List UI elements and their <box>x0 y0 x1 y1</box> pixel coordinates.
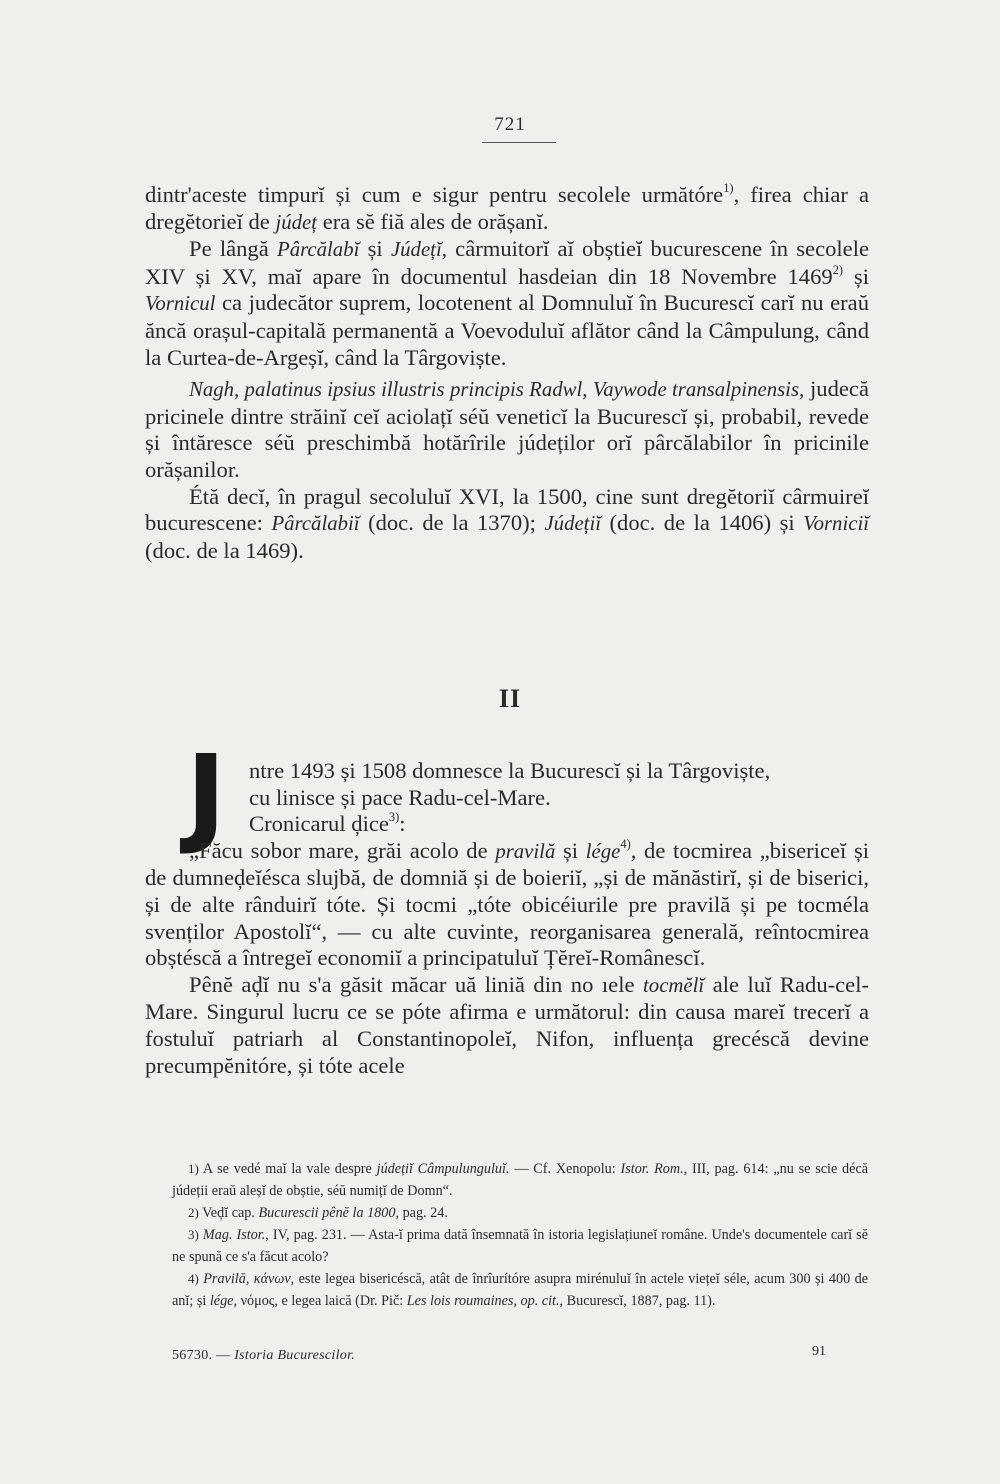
latin-quote: Nagh, palatinus ipsius illustris principis Radwl, Vaywode transalpinensis, <box>189 378 805 402</box>
footnotes <box>172 1158 868 1312</box>
paragraph-1: dintr'aceste timpurĭ și cum e sigur pentru secolele următóre$^{1)}$, firea chiar a dregĕtorieĭ de júdeț era sĕ fiă ales de orășanĭ. <box>145 181 869 234</box>
sheet-number: 91 <box>812 1344 826 1359</box>
footnote-ref-3: 3) <box>388 810 400 825</box>
line-2: cu linisce și pace Radu-cel-Mare. <box>249 784 551 810</box>
footnote-ref-1: 1) <box>723 181 734 196</box>
section-heading: II <box>498 684 522 713</box>
paragraph-2: Pe lângă Pârcălabĭ și Júdețĭ, cârmuitorĭ aĭ obștieĭ bucurescene în secolele XIV și XV, maĭ apare în documentul hasdeian din 18 Novembre 1469$^{2)}$ și Vornicul ca judecător suprem, locotenent al Domnuluĭ în Bucurescĭ carĭ nu eraŭ ăncă orașul-capitală permanentă a Voevoduluĭ aflător când la Câmpulung, când la Curtea-de-Argeșĭ, când la Târgoviște. <box>145 236 870 370</box>
paragraph-5: Pênĕ aḑĭ nu s'a găsit măcar uă liniă din no ıele tocmĕlĭ ale luĭ Radu-cel-Mare. Singurul lucru ce se póte afirma e următorul: din causa mareĭ trecerĭ a fostuluĭ patriarh al Constantinopoleĭ, Nifon, influența grecéscă devine precumpĕnitóre, și tóte acele <box>145 971 869 1078</box>
line-1: ntre 1493 și 1508 domnesce la Bucurescĭ și la Târgoviște, <box>249 758 771 783</box>
printer-signature: 56730. — Istoria Bucurescilor. <box>172 1348 356 1363</box>
footnote-ref-2: 2) <box>832 262 844 277</box>
footnote-3: 3) Mag. Istor., IV, pag. 231. — Asta-ĭ prima dată însemnată în istoria legislațiuneĭ române. Unde's documentele carĭ sĕ ne spună ce s'a făcut acolo? <box>172 1227 868 1265</box>
footnote-2: 2) Veḑĭ cap. Bucurescii pênĕ la 1800, pag. 24. <box>188 1205 448 1221</box>
body-text-part2 <box>145 758 869 1079</box>
page-number-rule <box>482 142 556 143</box>
footnote-4: 4) Pravilă, κάνων, este legea bisericéscă, atât de înrîurítóre asupra mirénuluĭ în actele viețeĭ séle, acum 300 și 400 de anĭ; și lége, νόμος, e legea laică (Dr. Pič: Les lois roumaines, op. cit., Bucurescĭ, 1887, pag. 11). <box>172 1271 868 1309</box>
footnote-1: 1) A se vedé maĭ la vale despre júdețiĭ Câmpulunguluĭ. — Cf. Xenopolu: Istor. Rom., III, pag. 614: „nu se scie décă júdeții eraŭ aleșĭ de obștie, séŭ numițĭ de Domn“. <box>172 1161 869 1199</box>
body-text-part1 <box>145 182 869 564</box>
page-number: 721 <box>494 114 526 135</box>
footnote-ref-4: 4) <box>620 836 631 851</box>
drop-cap-letter: J <box>186 733 227 858</box>
dropcap-hanging-lines <box>145 758 869 838</box>
paragraph-4: Étă decĭ, în pragul secoluluĭ XVI, la 1500, cine sunt dregĕtoriĭ cârmuireĭ bucurescene: Pârcălabiĭ (doc. de la 1370); Júdețiĭ (doc. de la 1406) și Vorniciĭ (doc. de la 1469). <box>145 483 869 563</box>
chronicle-quote: „Făcu sobor mare, grăi acolo de pravilă și lége$^{4)}$, de tocmirea „bisericeĭ și de dumneḑeĭésca slujbă, de domniă și de boieriĭ, „și de mănăstirĭ, și de biserici, și de alte rânduirĭ tóte. Și tocmi „tóte obicéiurile pre pravilă și pe tocméla svenților Apostolĭ“, — cu alte cuvinte, reorganisarea generală, reîntocmirea obștéscă a întregeĭ economiĭ a principatuluĭ Țĕreĭ-Românescĭ. <box>145 836 870 971</box>
line-3: Cronicarul ḑice$^{3)}$: <box>249 810 406 837</box>
paragraph-3: Nagh, palatinus ipsius illustris principis Radwl, Vaywode transalpinensis, judecă pricinele dintre străinĭ ceĭ aciolațĭ séŭ veneticĭ la Bucurescĭ și, probabil, revede și întăresce séŭ preschimbă hotărîrile júdeților orĭ pârcălabilor în pricinile orășanilor. <box>145 376 869 482</box>
